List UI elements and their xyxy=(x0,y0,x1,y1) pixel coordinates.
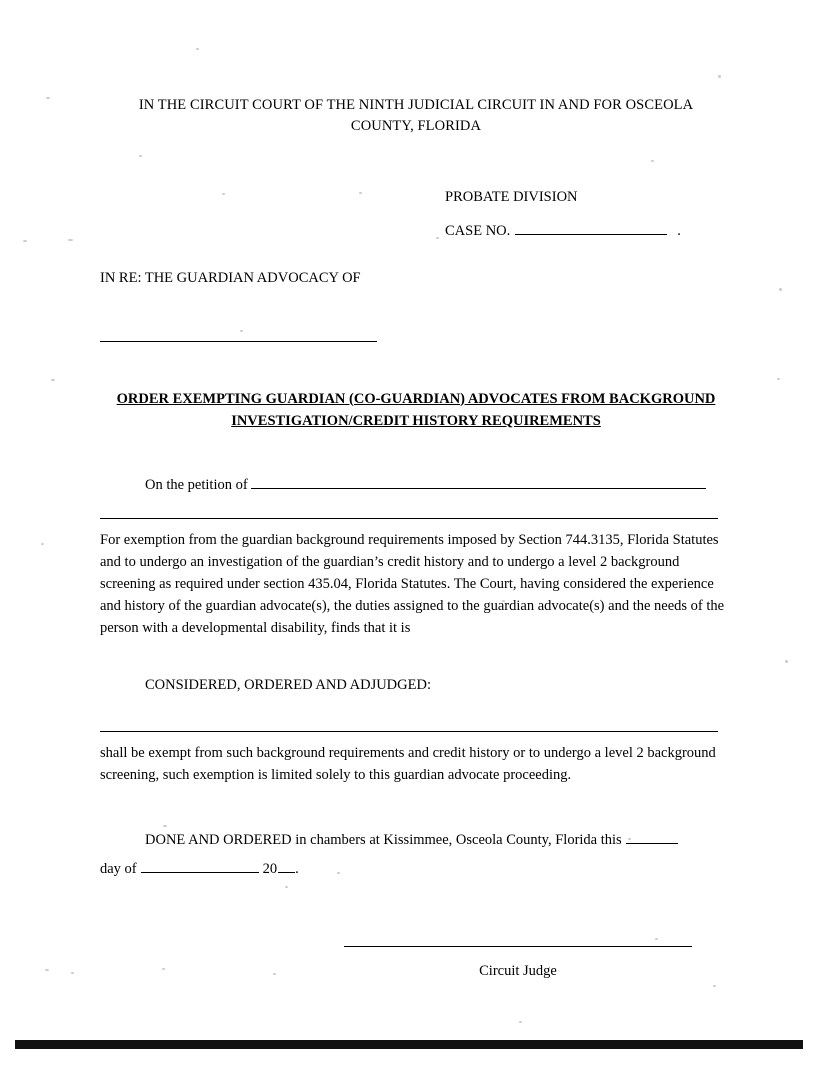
case-number-trailing: . xyxy=(677,222,681,239)
order-title-line-2: INVESTIGATION/CREDIT HISTORY REQUIREMENTS xyxy=(231,412,601,429)
scan-speck xyxy=(23,240,27,242)
in-re-line: IN RE: THE GUARDIAN ADVOCACY OF xyxy=(100,270,361,287)
court-heading-line-2: COUNTY, FLORIDA xyxy=(350,118,482,135)
scan-speck xyxy=(713,985,716,987)
scan-speck xyxy=(41,543,44,545)
signature-line[interactable] xyxy=(344,946,692,947)
petitioner-input[interactable] xyxy=(251,476,706,489)
order-title xyxy=(100,389,732,433)
case-number-row xyxy=(445,221,732,242)
scan-speck xyxy=(45,969,49,971)
day-of-label: day of xyxy=(100,861,137,878)
scan-speck xyxy=(519,1021,522,1023)
year-input[interactable] xyxy=(278,860,295,873)
scan-speck xyxy=(196,48,199,50)
done-ordered-line xyxy=(100,830,732,851)
done-day-input[interactable] xyxy=(626,831,678,844)
done-ordered-text: DONE AND ORDERED in chambers at Kissimmee, Osceola County, Florida this xyxy=(145,831,622,848)
scan-speck xyxy=(785,660,788,663)
signature-label: Circuit Judge xyxy=(479,962,557,979)
petition-line xyxy=(100,475,732,496)
scan-bottom-bar xyxy=(15,1040,803,1049)
scan-speck xyxy=(68,239,73,241)
month-input[interactable] xyxy=(141,860,259,873)
year-prefix: 20 xyxy=(262,861,278,878)
considered-ordered-adjudged: CONSIDERED, ORDERED AND ADJUDGED: xyxy=(145,677,431,693)
document-body xyxy=(100,95,732,981)
order-title-line-1: ORDER EXEMPTING GUARDIAN (CO-GUARDIAN) ADVOCATES FROM BACKGROUND xyxy=(116,390,716,407)
scan-speck xyxy=(779,288,782,291)
period-mark: . xyxy=(295,861,299,878)
body-paragraph-1: For exemption from the guardian background requirements imposed by Section 744.3135, Florida Statutes and to undergo an investigation of the guardian’s credit history and to undergo a level 2 background screening as required under section 435.04, Florida Statutes. The Court, having considered the experience and history of the guardian advocate(s), the duties assigned to the guardian advocate(s) and the needs of the person with a developmental disability, finds that it is xyxy=(100,531,725,636)
scan-speck xyxy=(777,378,780,380)
body-paragraph-2: shall be exempt from such background requirements and credit history or to undergo a level 2 background screening, such exemption is limited solely to this guardian advocate proceeding. xyxy=(100,744,716,783)
division-label: PROBATE DIVISION xyxy=(445,189,578,206)
ward-name-input[interactable] xyxy=(100,341,377,342)
petitioner-input-continuation[interactable] xyxy=(100,518,718,519)
scan-speck xyxy=(46,97,50,99)
scan-speck xyxy=(51,379,55,381)
scan-speck xyxy=(718,75,721,78)
court-heading-line-1: IN THE CIRCUIT COURT OF THE NINTH JUDICIAL CIRCUIT IN AND FOR OSCEOLA xyxy=(138,97,694,113)
case-number-input[interactable] xyxy=(515,222,667,235)
case-number-label: CASE NO. xyxy=(445,222,511,239)
scan-speck xyxy=(71,972,74,974)
day-of-line xyxy=(100,859,732,880)
exempt-party-input[interactable] xyxy=(100,731,718,732)
case-caption xyxy=(100,187,732,241)
petition-label: On the petition of xyxy=(145,477,248,494)
court-heading xyxy=(100,95,732,137)
